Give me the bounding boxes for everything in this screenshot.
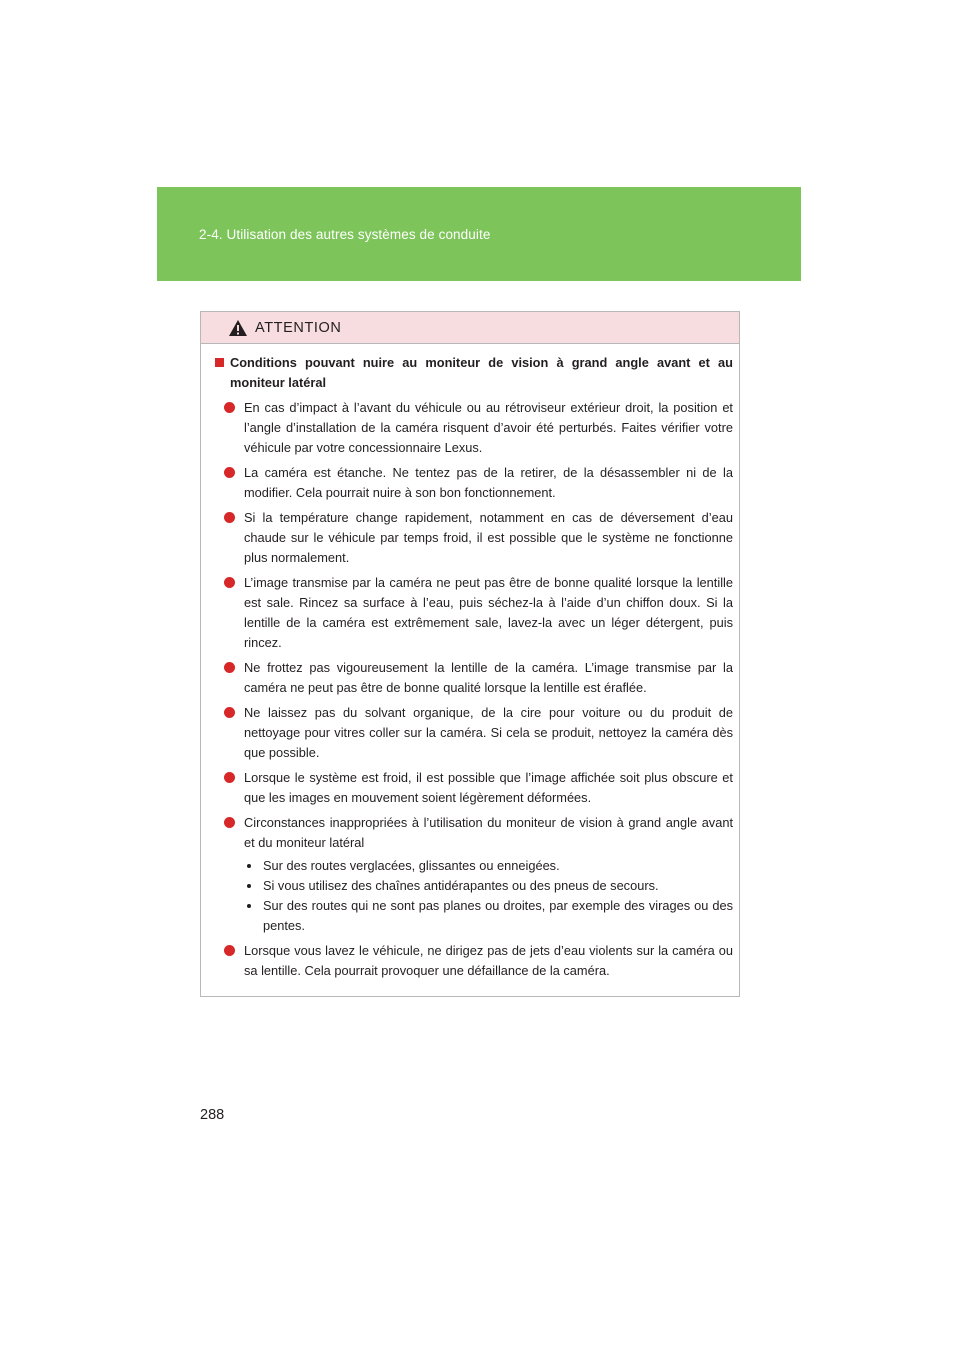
sub-list-item (215, 876, 733, 896)
list-item-text: Circonstances inappropriées à l’utilisation du moniteur de vision à grand angle avant et du moniteur latéral (244, 815, 733, 850)
sub-bullet-icon (247, 904, 251, 908)
warning-title: ATTENTION (255, 319, 342, 336)
list-item (215, 658, 733, 698)
list-item-text: L’image transmise par la caméra ne peut pas être de bonne qualité lorsque la lentille est sale. Rincez sa surface à l’eau, puis séchez-la à l’aide d’un chiffon doux. Si la lentille de la caméra est extrêmement sale, lavez-la avec un léger détergent, puis rincez. (244, 575, 733, 650)
list-item-text: Lorsque vous lavez le véhicule, ne dirigez pas de jets d’eau violents sur la caméra ou sa lentille. Cela pourrait provoquer une défaillance de la caméra. (244, 943, 733, 978)
red-dot-bullet-icon (224, 577, 235, 588)
list-item-text: En cas d’impact à l’avant du véhicule ou au rétroviseur extérieur droit, la position et l’angle d’installation de la caméra risquent d’avoir été perturbés. Faites vérifier votre véhicule par votre concessionnaire Lexus. (244, 400, 733, 455)
sub-list-item-text: Si vous utilisez des chaînes antidérapantes ou des pneus de secours. (263, 878, 659, 893)
list-item-text: Ne laissez pas du solvant organique, de la cire pour voiture ou du produit de nettoyage pour vitres coller sur la caméra. Si cela se produit, nettoyez la caméra dès que possible. (244, 705, 733, 760)
warning-triangle-icon (228, 319, 248, 337)
condition-heading-text: Conditions pouvant nuire au moniteur de vision à grand angle avant et au moniteur latéral (230, 355, 733, 390)
red-dot-bullet-icon (224, 467, 235, 478)
section-title: 2-4. Utilisation des autres systèmes de conduite (199, 227, 491, 242)
sub-list (244, 856, 733, 936)
list-item-text: Ne frottez pas vigoureusement la lentille de la caméra. L’image transmise par la caméra ne peut pas être de bonne qualité lorsque la lentille est éraflée. (244, 660, 733, 695)
condition-heading (215, 353, 733, 393)
red-dot-bullet-icon (224, 662, 235, 673)
red-dot-bullet-icon (224, 402, 235, 413)
list-item (215, 463, 733, 503)
section-header-band (157, 187, 801, 281)
list-item (215, 398, 733, 458)
list-item (215, 703, 733, 763)
sub-list-item-text: Sur des routes qui ne sont pas planes ou droites, par exemple des virages ou des pentes. (263, 898, 733, 933)
list-item (215, 941, 733, 981)
red-square-bullet-icon (215, 358, 224, 367)
list-item (215, 813, 733, 936)
warning-header (201, 312, 739, 344)
list-item-text: Lorsque le système est froid, il est possible que l’image affichée soit plus obscure et que les images en mouvement soient légèrement déformées. (244, 770, 733, 805)
red-dot-bullet-icon (224, 707, 235, 718)
list-item (215, 573, 733, 653)
page-number: 288 (200, 1107, 225, 1123)
list-item-text: La caméra est étanche. Ne tentez pas de la retirer, de la désassembler ni de la modifier. Cela pourrait nuire à son bon fonctionnement. (244, 465, 733, 500)
sub-bullet-icon (247, 864, 251, 868)
list-item-text: Si la température change rapidement, notamment en cas de déversement d’eau chaude sur le véhicule par temps froid, il est possible que le système ne fonctionne plus normalement. (244, 510, 733, 565)
list-item (215, 508, 733, 568)
red-dot-bullet-icon (224, 512, 235, 523)
red-dot-bullet-icon (224, 817, 235, 828)
sub-list-item (215, 896, 733, 936)
sub-bullet-icon (247, 884, 251, 888)
sub-list-item-text: Sur des routes verglacées, glissantes ou enneigées. (263, 858, 560, 873)
sub-list-item (215, 856, 733, 876)
red-dot-bullet-icon (224, 945, 235, 956)
red-dot-bullet-icon (224, 772, 235, 783)
warning-box (200, 311, 740, 997)
warning-body (201, 344, 739, 981)
list-item (215, 768, 733, 808)
